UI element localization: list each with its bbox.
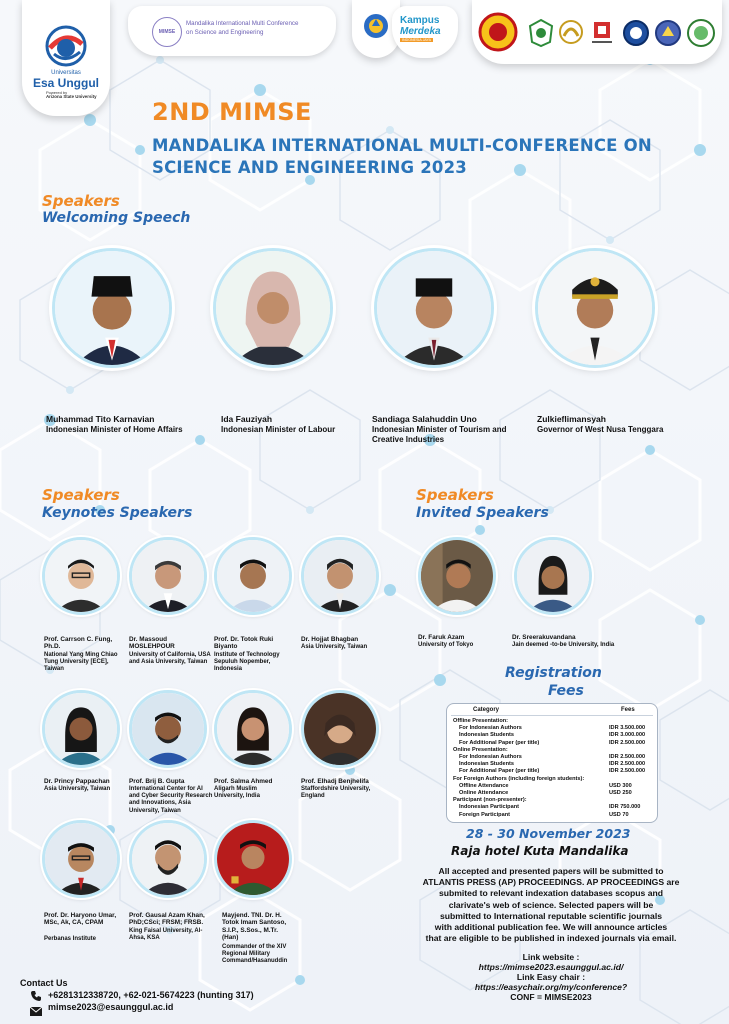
kampus-merdeka-line2: Merdeka	[400, 26, 441, 37]
keynote-role-0: National Yang Ming Chiao Tung University [ECE], Taiwan	[44, 652, 118, 673]
welcoming-role-0: Indonesian Minister of Home Affairs	[46, 425, 183, 434]
keynote-name-7: Prof. Elhadj Benjhelifa	[301, 778, 369, 785]
keynote-photo-9	[129, 820, 207, 898]
esa-unggul-name: Esa Unggul	[32, 76, 99, 90]
university-logo-6	[654, 18, 682, 48]
invited-heading: Speakers	[416, 486, 494, 504]
description-line: clarivate's web of science. Selected papers will be	[448, 899, 654, 910]
registration-fees-table	[446, 703, 658, 823]
easychair-label: Link Easy chair :	[516, 972, 586, 982]
keynote-name-9: Prof. Gausal Azam Khan, PhD;CSci; FRSM; FRSB.	[129, 912, 205, 927]
mimse-logo-card	[128, 6, 336, 56]
fee-row-label: Online Presentation:	[453, 746, 508, 753]
fee-row-value: IDR 2.500.000	[609, 739, 646, 746]
kampus-merdeka-line1: Kampus	[400, 15, 440, 26]
welcoming-role-2: Indonesian Minister of Tourism and Creative Industries	[372, 425, 507, 444]
fee-row-value: IDR 3.500.000	[609, 725, 646, 732]
keynote-role-2: Institute of Technology Sepuluh Nopember, Indonesia	[214, 652, 280, 673]
fee-row-label: Indonesian Participant	[459, 804, 519, 811]
speaker-photo-zulkieflimansyah	[535, 248, 655, 368]
easychair-url[interactable]: https://easychair.org/my/conference?	[474, 982, 628, 992]
fee-row-label: Indonesian Students	[459, 732, 515, 739]
email-icon	[30, 1003, 42, 1012]
invited-role-0: University of Tokyo	[418, 642, 474, 648]
keynote-photo-1	[129, 537, 207, 615]
welcoming-name-2: Sandiaga Salahuddin Uno	[372, 414, 477, 424]
welcoming-role-3: Governor of West Nusa Tenggara	[537, 425, 664, 434]
university-logo-3	[558, 18, 584, 48]
keynote-name-8: Prof. Dr. Haryono Umar, MSc, Ak, CA, CPAM	[44, 912, 117, 927]
conf-code: CONF = MIMSE2023	[510, 992, 592, 1002]
keynotes-subheading: Keynotes Speakers	[42, 505, 193, 521]
keynote-role-1: University of California, USA and Asia University, Taiwan	[129, 652, 211, 666]
description-line: ATLANTIS PRESS (AP) PROCEEDINGS. AP PROCEEDINGS are	[422, 877, 680, 888]
university-logo-1	[478, 10, 518, 54]
invited-name-1: Dr. Sreerakuvandana	[512, 634, 576, 641]
contact-phone: +6281312338720, +62-021-5674223 (hunting 317)	[48, 990, 254, 1000]
keynote-photo-5	[129, 690, 207, 768]
event-venue: Raja hotel Kuta Mandalika	[451, 844, 629, 858]
description-line: submited to relevant indexation databases scopus and	[439, 888, 663, 899]
keynote-photo-6	[214, 690, 292, 768]
university-logo-5	[622, 18, 650, 48]
fees-col-category: Category	[473, 707, 500, 713]
tut-wuri-handayani-logo	[363, 12, 389, 40]
speaker-photo-tito	[52, 248, 172, 368]
mimse-card-line1: Mandalika International Multi Conference	[186, 20, 299, 27]
keynote-role-5: International Center for AI and Cyber Security Research and Innovations, Asia University, Taiwan	[129, 786, 213, 814]
keynote-name-1: Dr. Massoud MOSLEHPOUR	[129, 636, 175, 651]
invited-subheading: Invited Speakers	[416, 505, 549, 521]
event-description	[404, 866, 698, 944]
keynote-name-5: Prof. Brij B. Gupta	[129, 778, 185, 785]
keynote-role-6: Aligarh Muslim University, India	[214, 786, 260, 800]
keynote-role-8: Perbanas Institute	[44, 936, 97, 942]
fee-row-label: Online Attendance	[459, 790, 509, 796]
esa-unggul-emblem-icon	[44, 24, 88, 68]
fee-row-value: USD 300	[609, 782, 632, 789]
keynote-name-6: Prof. Salma Ahmed	[214, 778, 273, 785]
keynote-name-2: Prof. Dr. Totok Ruki Biyanto	[214, 636, 274, 651]
description-line: submitted to International reputable scientific journals	[439, 910, 663, 921]
fee-row-label: For Foreign Authors (including foreign students):	[453, 775, 585, 782]
kampus-merdeka-card	[392, 6, 458, 58]
keynote-photo-7	[301, 690, 379, 768]
fee-row-label: Participant (non-presenter):	[453, 797, 527, 804]
keynote-name-4: Dr. Princy Pappachan	[44, 778, 110, 785]
kampus-merdeka-tag: INDONESIA JAYA	[402, 38, 432, 42]
fees-col-fees: Fees	[621, 707, 635, 713]
welcoming-name-3: Zulkieflimansyah	[537, 414, 606, 424]
fee-row-value: IDR 2.500.000	[609, 761, 646, 768]
esa-unggul-powered: Powered by	[46, 90, 68, 95]
welcoming-heading: Speakers	[42, 192, 120, 210]
partner-logos-card	[472, 0, 722, 64]
registration-heading-fees: Fees	[548, 683, 584, 699]
esa-unggul-asu: Arizona State University	[46, 94, 97, 99]
fee-row-value: IDR 750.000	[609, 804, 641, 811]
speaker-photo-ida	[213, 248, 333, 368]
fee-row-value: IDR 2.500.000	[609, 754, 646, 760]
fee-row-label: For Additional Paper (per title)	[459, 768, 540, 775]
mimse-card-line2: on Science and Engineering	[186, 29, 264, 36]
event-title-line1: MANDALIKA INTERNATIONAL MULTI-CONFERENCE ON	[152, 136, 652, 155]
invited-photo-0	[418, 537, 496, 615]
keynote-photo-10	[214, 820, 292, 898]
keynote-role-7: Staffordshire University, England	[301, 786, 371, 800]
fee-row-value: USD 70	[609, 811, 629, 818]
contact-email[interactable]: mimse2023@esaunggul.ac.id	[48, 1002, 174, 1012]
keynote-photo-0	[42, 537, 120, 615]
keynote-name-0: Prof. Carrson C. Fung, Ph.D.	[44, 636, 113, 651]
keynote-name-3: Dr. Hojjat Bhagban	[301, 636, 359, 643]
mimse-badge-icon	[152, 17, 182, 47]
keynote-photo-4	[42, 690, 120, 768]
description-line: All accepted and presented papers will be submitted to	[438, 866, 664, 876]
mimse-badge-text: MIMSE	[158, 29, 176, 35]
event-date: 28 - 30 November 2023	[466, 826, 631, 841]
university-logo-4	[588, 18, 616, 48]
fee-row-label: Offline Presentation:	[453, 718, 509, 724]
welcoming-name-1: Ida Fauziyah	[221, 414, 273, 424]
fee-row-label: Foreign Participant	[459, 811, 510, 818]
keynote-role-3: Asia University, Taiwan	[301, 644, 368, 650]
keynote-name-10: Mayjend. TNI. Dr. H. Totok Imam Santoso, S.I.P., S.Sos., M.Tr.(Han)	[222, 912, 287, 942]
university-logo-7	[686, 18, 716, 48]
esa-unggul-logo-card	[22, 0, 110, 116]
link-label: Link website :	[522, 952, 580, 962]
university-logo-2	[528, 18, 554, 48]
welcoming-name-0: Muhammad Tito Karnavian	[46, 414, 155, 424]
phone-icon	[30, 989, 42, 1001]
keynote-photo-2	[214, 537, 292, 615]
description-line: that are eligible to be published in indexed journals via email.	[425, 933, 677, 944]
keynotes-heading: Speakers	[42, 486, 120, 504]
esa-unggul-top-text: Universitas	[51, 70, 81, 76]
invited-role-1: Jain deemed -to-be University, India	[512, 642, 615, 648]
fee-row-label: For Indonesian Authors	[459, 754, 522, 760]
fee-row-value: IDR 3.000.000	[609, 732, 646, 739]
fee-row-value: USD 250	[609, 790, 632, 796]
fee-row-label: Indonesian Students	[459, 761, 515, 768]
fee-row-label: For Indonesian Authors	[459, 725, 522, 732]
invited-name-0: Dr. Faruk Azam	[418, 634, 465, 641]
registration-heading: Registration	[505, 665, 602, 681]
link-url[interactable]: https://mimse2023.esaunggul.ac.id/	[478, 962, 624, 972]
event-edition-title: 2ND MIMSE	[152, 98, 312, 126]
event-title-line2: SCIENCE AND ENGINEERING 2023	[152, 158, 467, 177]
invited-photo-1	[514, 537, 592, 615]
keynote-role-10: Commander of the XIV Regional Military Command/Hasanuddin	[222, 944, 288, 965]
welcoming-subheading: Welcoming Speech	[42, 210, 191, 226]
fees-header-rule	[451, 715, 653, 716]
keynote-photo-8	[42, 820, 120, 898]
speaker-photo-sandiaga	[374, 248, 494, 368]
fee-row-label: For Additional Paper (per title)	[459, 739, 540, 746]
keynote-photo-3	[301, 537, 379, 615]
fee-row-value: IDR 2.500.000	[609, 768, 646, 775]
description-line: with additional publication fee. We will announce articles	[434, 922, 668, 933]
fee-row-label: Offline Attendance	[459, 782, 509, 789]
contact-heading: Contact Us	[20, 978, 68, 988]
keynote-role-9: King Faisal University, Al-Ahsa, KSA	[129, 928, 203, 942]
welcoming-role-1: Indonesian Minister of Labour	[221, 425, 336, 434]
keynote-role-4: Asia University, Taiwan	[44, 786, 111, 792]
